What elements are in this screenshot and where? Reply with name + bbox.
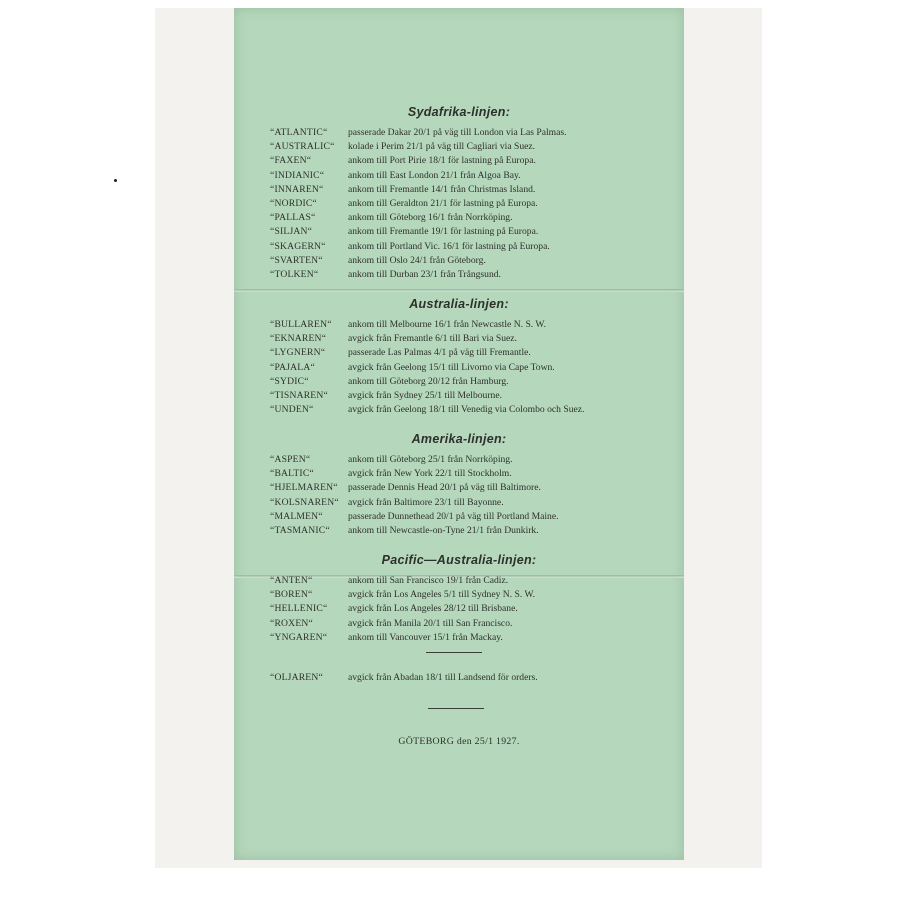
extra-entry bbox=[270, 671, 680, 685]
list-item bbox=[270, 524, 680, 538]
ship-name: “PALLAS“ bbox=[270, 212, 316, 224]
ship-status: avgick från Los Angeles 28/12 till Brisbane. bbox=[348, 603, 518, 615]
list-item bbox=[270, 268, 680, 282]
ship-name: “BALTIC“ bbox=[270, 468, 314, 480]
ship-name: “SILJAN“ bbox=[270, 226, 313, 238]
ship-name: “UNDEN“ bbox=[270, 404, 314, 416]
list-item bbox=[270, 140, 680, 154]
list-item bbox=[270, 346, 680, 360]
ship-status: passerade Dennis Head 20/1 på väg till Baltimore. bbox=[348, 482, 541, 494]
list-item bbox=[270, 453, 680, 467]
ship-name: “LYGNERN“ bbox=[270, 347, 326, 359]
section-list-australia bbox=[270, 318, 680, 417]
ship-name: “BOREN“ bbox=[270, 589, 313, 601]
section-heading-amerika: Amerika-linjen: bbox=[411, 432, 507, 446]
section-heading-sydafrika: Sydafrika-linjen: bbox=[407, 105, 511, 119]
footer-date: GÖTEBORG den 25/1 1927. bbox=[398, 736, 520, 747]
ship-status: avgick från Abadan 18/1 till Landsend för orders. bbox=[348, 672, 538, 683]
ship-name: “INDIANIC“ bbox=[270, 169, 325, 181]
ship-status: ankom till Oslo 24/1 från Göteborg. bbox=[348, 254, 486, 266]
section-heading-pacific: Pacific—Australia-linjen: bbox=[381, 553, 537, 567]
ship-name: “ANTEN“ bbox=[270, 575, 313, 586]
list-item bbox=[270, 588, 680, 602]
ship-status: ankom till Portland Vic. 16/1 för lastning på Europa. bbox=[348, 240, 550, 252]
ship-name: “YNGAREN“ bbox=[270, 631, 328, 643]
ship-name: “SYDIC“ bbox=[270, 375, 309, 387]
ship-status: avgick från Geelong 15/1 till Livorno via Cape Town. bbox=[348, 361, 555, 373]
ship-name: “TOLKEN“ bbox=[270, 269, 319, 281]
ship-status: ankom till Fremantle 14/1 från Christmas Island. bbox=[348, 183, 536, 195]
list-item bbox=[270, 332, 680, 346]
list-item bbox=[270, 631, 680, 645]
list-item bbox=[270, 510, 680, 524]
ship-name: “KOLSNAREN“ bbox=[270, 496, 339, 508]
list-item bbox=[270, 211, 680, 225]
ship-name: “PAJALA“ bbox=[270, 361, 315, 373]
divider-rule bbox=[428, 708, 484, 709]
ship-name: “SVARTEN“ bbox=[270, 254, 323, 266]
ship-status: ankom till Göteborg 20/12 från Hamburg. bbox=[348, 375, 509, 387]
ship-status: ankom till East London 21/1 från Algoa Bay. bbox=[348, 169, 521, 181]
list-item bbox=[270, 225, 680, 239]
ship-status: avgick från Geelong 18/1 till Venedig via Colombo och Suez. bbox=[348, 404, 585, 416]
list-item bbox=[270, 602, 680, 616]
ship-status: ankom till Port Pirie 18/1 för lastning på Europa. bbox=[348, 155, 536, 167]
list-item bbox=[270, 671, 680, 685]
list-item bbox=[270, 403, 680, 417]
ship-status: ankom till Geraldton 21/1 för lastning på Europa. bbox=[348, 198, 538, 210]
ship-status: ankom till Vancouver 15/1 från Mackay. bbox=[348, 631, 503, 643]
ship-status: avgick från Baltimore 23/1 till Bayonne. bbox=[348, 496, 504, 508]
list-item bbox=[270, 496, 680, 510]
list-item bbox=[270, 389, 680, 403]
ship-status: ankom till Fremantle 19/1 för lastning på Europa. bbox=[348, 226, 539, 238]
green-document-sheet bbox=[234, 8, 684, 860]
section-list-sydafrika bbox=[270, 126, 680, 282]
list-item bbox=[270, 254, 680, 268]
ship-status: ankom till Melbourne 16/1 från Newcastle N. S. W. bbox=[348, 319, 546, 330]
ship-name: “FAXEN“ bbox=[270, 155, 312, 167]
list-item bbox=[270, 183, 680, 197]
ship-name: “OLJAREN“ bbox=[270, 672, 323, 683]
list-item bbox=[270, 240, 680, 254]
ink-speck bbox=[114, 179, 117, 182]
ship-status: avgick från Los Angeles 5/1 till Sydney N. S. W. bbox=[348, 589, 536, 601]
ship-name: “INNAREN“ bbox=[270, 183, 324, 195]
ship-status: passerade Dakar 20/1 på väg till London via Las Palmas. bbox=[348, 127, 567, 138]
list-item bbox=[270, 126, 680, 140]
ship-name: “ASPEN“ bbox=[270, 454, 311, 465]
ship-name: “BULLAREN“ bbox=[270, 319, 332, 330]
list-item bbox=[270, 361, 680, 375]
ship-name: “AUSTRALIC“ bbox=[270, 141, 335, 153]
list-item bbox=[270, 574, 680, 588]
ship-status: kolade i Perim 21/1 på väg till Cagliari via Suez. bbox=[348, 141, 536, 153]
ship-status: avgick från New York 22/1 till Stockholm. bbox=[348, 468, 512, 480]
list-item bbox=[270, 375, 680, 389]
ship-status: avgick från Manila 20/1 till San Francisco. bbox=[348, 617, 513, 629]
fold-line bbox=[234, 289, 684, 292]
ship-status: passerade Dunnethead 20/1 på väg till Portland Maine. bbox=[348, 510, 559, 522]
ship-status: ankom till Göteborg 16/1 från Norrköping. bbox=[348, 212, 513, 224]
ship-status: ankom till Göteborg 25/1 från Norrköping. bbox=[348, 454, 513, 465]
ship-status: avgick från Fremantle 6/1 till Bari via Suez. bbox=[348, 333, 517, 345]
ship-name: “ROXEN“ bbox=[270, 617, 313, 629]
ship-name: “EKNAREN“ bbox=[270, 333, 327, 345]
list-item bbox=[270, 169, 680, 183]
list-item bbox=[270, 617, 680, 631]
ship-name: “HELLENIC“ bbox=[270, 603, 328, 615]
ship-name: “TASMANIC“ bbox=[270, 525, 330, 537]
list-item bbox=[270, 467, 680, 481]
section-list-pacific bbox=[270, 574, 680, 645]
section-heading-australia: Australia-linjen: bbox=[409, 297, 509, 311]
ship-name: “MALMEN“ bbox=[270, 510, 323, 522]
ship-status: ankom till San Francisco 19/1 från Cadiz. bbox=[348, 575, 509, 586]
ship-name: “ATLANTIC“ bbox=[270, 127, 328, 138]
section-list-amerika bbox=[270, 453, 680, 538]
ship-name: “TISNAREN“ bbox=[270, 390, 328, 402]
ship-name: “SKAGERN“ bbox=[270, 240, 326, 252]
list-item bbox=[270, 154, 680, 168]
list-item bbox=[270, 481, 680, 495]
ship-name: “NORDIC“ bbox=[270, 198, 317, 210]
ship-status: passerade Las Palmas 4/1 på väg till Fremantle. bbox=[348, 347, 531, 359]
ship-status: ankom till Newcastle-on-Tyne 21/1 från Dunkirk. bbox=[348, 525, 539, 537]
ship-status: avgick från Sydney 25/1 till Melbourne. bbox=[348, 390, 503, 402]
ship-status: ankom till Durban 23/1 från Trångsund. bbox=[348, 269, 501, 281]
list-item bbox=[270, 197, 680, 211]
divider-rule bbox=[426, 652, 482, 653]
ship-name: “HJELMAREN“ bbox=[270, 482, 338, 494]
list-item bbox=[270, 318, 680, 332]
